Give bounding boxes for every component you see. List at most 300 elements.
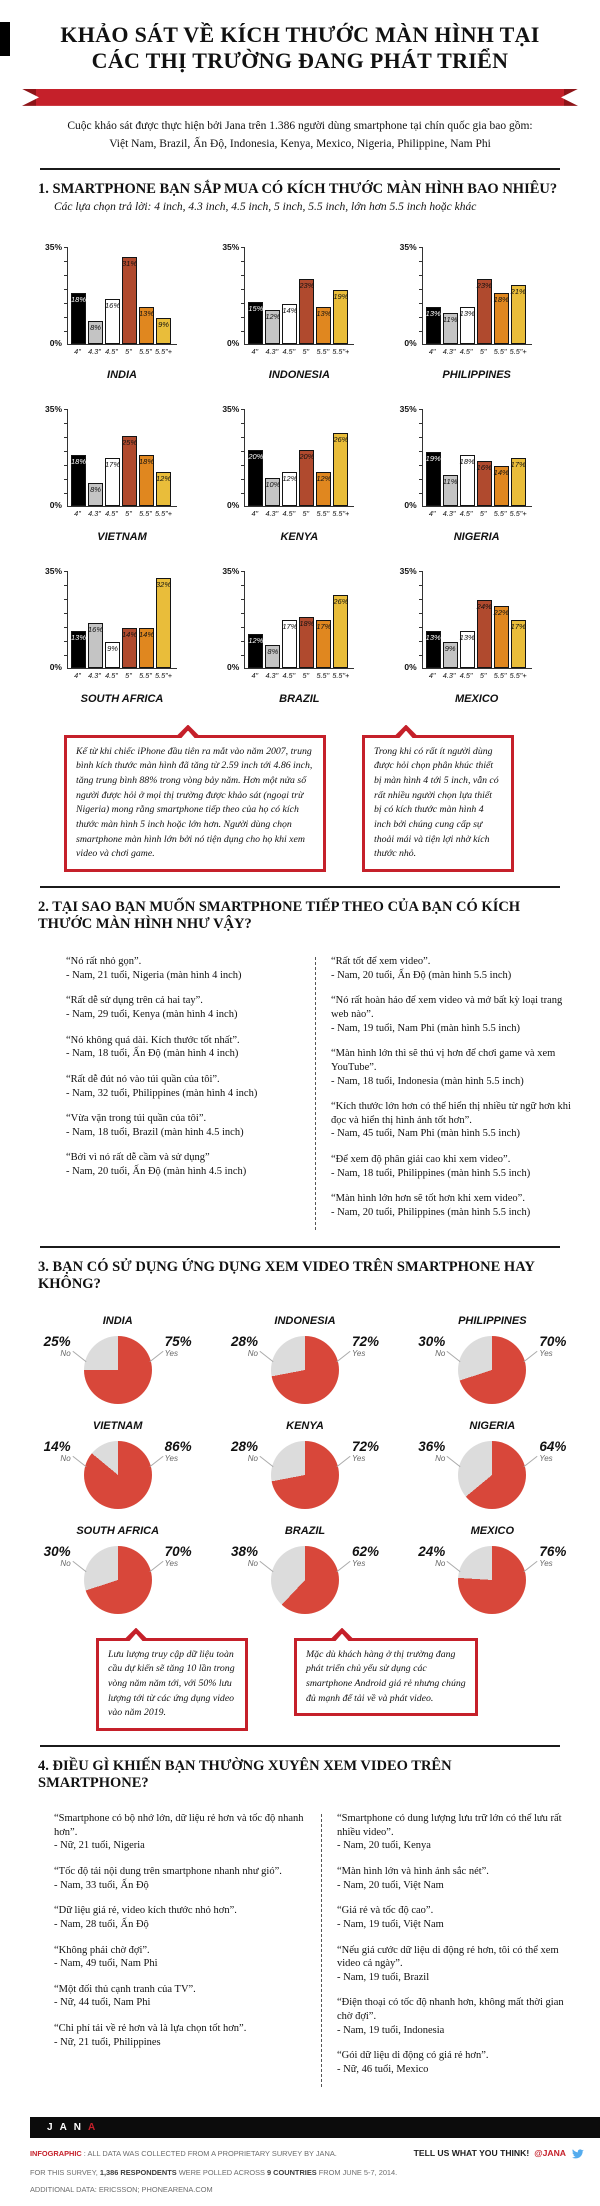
- bar-value-label: 18%: [493, 295, 509, 305]
- chart-area: [44, 403, 177, 518]
- pie-no-label-group: [212, 1544, 258, 1568]
- pie-callout-line-right: [149, 1351, 163, 1362]
- section3-heading: 3. BẠN CÓ SỬ DỤNG ỨNG DỤNG XEM VIDEO TRÊN SMARTPHONE HAY KHÔNG?: [38, 1258, 535, 1292]
- logo-letter: A: [59, 2121, 74, 2133]
- twitter-bird-icon[interactable]: [571, 2147, 584, 2160]
- x-tick-label: 4.5": [105, 670, 118, 680]
- pie-row: [399, 1333, 585, 1404]
- x-tick-label: 4": [251, 508, 259, 518]
- pie-circle: [458, 1336, 526, 1404]
- bar-chart-grid: [40, 241, 572, 705]
- bar-value-label: 21%: [510, 286, 526, 296]
- x-tick-label: 5.5": [139, 346, 152, 356]
- section2-quotes-right: [331, 955, 576, 1232]
- bar-5.5in: [139, 628, 154, 667]
- bar-value-label: 19%: [333, 292, 349, 302]
- pie-callout-line-left: [447, 1561, 461, 1572]
- bar-value-label: 13%: [459, 633, 475, 643]
- pie-callout-line-right: [149, 1561, 163, 1572]
- bar-4in: [71, 631, 86, 667]
- survey-credit-text: WERE POLLED ACROSS: [176, 2167, 267, 2177]
- quote-item: [66, 1112, 300, 1139]
- pie-callout-line-right: [336, 1561, 350, 1572]
- bar-value-label: 13%: [459, 309, 475, 319]
- bar-value-label: 16%: [87, 624, 104, 634]
- x-tick-label: 4": [251, 346, 259, 356]
- bar-value-label: 8%: [90, 485, 101, 495]
- pie-yes-percent: 62%: [351, 1543, 380, 1559]
- section4-quotes-left: [54, 1812, 306, 2089]
- quote-item: [331, 955, 576, 982]
- pie-yes-label-group: [352, 1334, 398, 1358]
- y-axis-zero-label: 0%: [227, 499, 240, 510]
- pie-yes-caption: Yes: [351, 1348, 366, 1358]
- quote-attribution: - Nam, 19 tuổi, Nam Phi (màn hình 5.5 inch): [331, 1022, 520, 1034]
- bar-4.3in: [265, 478, 280, 506]
- chart-area: [44, 565, 177, 680]
- chart-plot: [244, 247, 354, 345]
- pie-no-percent: 28%: [230, 1333, 258, 1349]
- pie-yes-label-group: [539, 1544, 585, 1568]
- quote-text: “Để xem độ phân giải cao khi xem video”.: [331, 1154, 511, 1166]
- x-tick-label: 5.5"+: [332, 670, 350, 680]
- x-tick-label: 4.3": [265, 346, 279, 356]
- pie-row: [25, 1543, 211, 1614]
- pie-no-label-group: [399, 1334, 445, 1358]
- pie-yes-label-group: [165, 1439, 211, 1463]
- pie-no-label-group: [25, 1439, 71, 1463]
- x-tick-label: 4.5": [282, 346, 296, 356]
- chart-plot: [244, 409, 354, 507]
- bar-4.5in: [282, 304, 297, 343]
- pie-yes-percent: 72%: [351, 1333, 380, 1349]
- pie-no-percent: 38%: [230, 1543, 258, 1559]
- chart-country-label: VIETNAM: [97, 530, 147, 543]
- quote-attribution: - Nam, 20 tuổi, Philippines (màn hình 5.5 inch): [331, 1207, 531, 1218]
- pie-no-percent: 25%: [43, 1333, 71, 1349]
- chart-area: [399, 403, 532, 518]
- quote-attribution: - Nam, 20 tuổi, Ấn Độ (màn hình 4.5 inch): [66, 1166, 247, 1178]
- bar-4.5in: [105, 642, 120, 667]
- quote-item: [54, 1904, 306, 1931]
- pie-row: [212, 1333, 398, 1404]
- pie-callout-line-left: [72, 1351, 86, 1362]
- bar-4in: [426, 631, 441, 667]
- section1-subheading: Các lựa chọn trả lời: 4 inch, 4.3 inch, 4.5 inch, 5 inch, 5.5 inch, lớn hơn 5.5 inch hoặc khác: [54, 200, 477, 213]
- pie-circle: [84, 1441, 152, 1509]
- bar-value-label: 32%: [155, 579, 172, 589]
- bar-5in: [477, 279, 492, 343]
- pie-circle: [458, 1441, 526, 1509]
- chart-country-label: PHILIPPINES: [442, 368, 511, 381]
- footer-line-1: [30, 2147, 584, 2160]
- pie-no-caption: No: [435, 1453, 446, 1463]
- infographic-credit-text: : ALL DATA WAS COLLECTED FROM A PROPRIETARY SURVEY BY JANA.: [81, 2148, 337, 2158]
- bar-chart-south-africa: [40, 565, 217, 705]
- bar-5in: [477, 600, 492, 667]
- y-axis-zero-label: 0%: [404, 499, 417, 510]
- bar-5.5in: [494, 293, 509, 343]
- x-tick-label: 4.5": [459, 670, 473, 680]
- bar-4.5in: [460, 455, 475, 505]
- bar-value-label: 23%: [299, 281, 315, 291]
- quote-attribution: - Nam, 19 tuổi, Brazil: [337, 1971, 430, 1983]
- bar-4.5in: [282, 472, 297, 506]
- x-axis-labels: [67, 669, 177, 680]
- pie-circle: [84, 1546, 152, 1614]
- intro-line1: Cuộc khảo sát được thực hiện bởi Jana trên 1.386 người dùng smartphone tại chín quốc gia bao gồm:: [67, 119, 533, 132]
- x-tick-label: 5.5"+: [509, 670, 527, 680]
- bar-value-label: 17%: [282, 621, 298, 631]
- bar-4.5in: [460, 631, 475, 667]
- bar-5.5in+: [156, 318, 171, 343]
- quote-item: [337, 1996, 580, 2037]
- pie-chart-mexico: [399, 1525, 586, 1614]
- x-tick-label: 4": [74, 346, 81, 356]
- chart-plot: [244, 571, 354, 669]
- x-tick-label: 5": [125, 346, 132, 356]
- bar-5.5in+: [333, 595, 348, 668]
- x-tick-label: 4.3": [88, 670, 101, 680]
- pie-country-label: MEXICO: [470, 1524, 515, 1537]
- pie-no-label-group: [212, 1334, 258, 1358]
- quote-text: “Điện thoại có tốc độ nhanh hơn, không mất thời gian chờ đợi”.: [337, 1997, 564, 2023]
- pie-yes-percent: 72%: [351, 1438, 380, 1454]
- x-tick-label: 5.5": [139, 508, 152, 518]
- pie-callout-line-left: [447, 1456, 461, 1467]
- bar-4in: [248, 634, 263, 668]
- pie-chart-grid: [24, 1315, 586, 1614]
- chart-plot: [67, 247, 177, 345]
- bar-4in: [426, 307, 441, 343]
- bar-value-label: 13%: [316, 309, 332, 319]
- pie-yes-percent: 70%: [539, 1333, 567, 1349]
- bar-chart-vietnam: [40, 403, 217, 543]
- bar-value-label: 12%: [265, 311, 281, 321]
- section1-note-left: Kể từ khi chiếc iPhone đầu tiên ra mắt vào năm 2007, trung bình kích thước màn hình đã tăng từ 2.59 inch tới 4.86 inch, tăng trung bình 88% trong vòng bảy năm. Hơn một nửa số người được hỏi ở mọi thị trường được khảo sát (ngoại trừ Nigeria) mong rằng smartphone tiếp theo của họ có kích thước màn hình 5 inch hoặc lớn hơn. Người dùng chọn smartphone màn hình lớn bởi nó tiện dụng cho họ khi xem video và chơi game.: [64, 735, 326, 873]
- bar-chart-india: [40, 241, 217, 381]
- quotes-divider: [321, 1814, 322, 2087]
- x-tick-label: 4.5": [282, 670, 296, 680]
- pie-no-percent: 28%: [230, 1438, 258, 1454]
- x-tick-label: 5.5"+: [509, 508, 527, 518]
- quote-attribution: - Nam, 18 tuổi, Philippines (màn hình 5.5 inch): [331, 1167, 531, 1179]
- y-axis-max-label: 35%: [399, 241, 417, 252]
- x-tick-label: 4.5": [459, 508, 473, 518]
- x-tick-label: 4.3": [88, 508, 101, 518]
- page-title: [0, 22, 600, 74]
- bar-5in: [122, 628, 137, 667]
- intro-text: [0, 118, 600, 154]
- pie-no-caption: No: [435, 1348, 446, 1358]
- section1-callouts: [64, 735, 600, 873]
- quote-item: [331, 994, 576, 1035]
- quote-text: “Nó rất nhỏ gọn”.: [66, 956, 142, 968]
- quote-attribution: - Nam, 29 tuổi, Kenya (màn hình 4 inch): [66, 1008, 238, 1020]
- pie-yes-caption: Yes: [164, 1453, 178, 1463]
- x-axis-labels: [67, 507, 177, 518]
- quote-text: “Một đối thủ cạnh tranh của TV”.: [54, 1983, 196, 1995]
- y-axis-zero-label: 0%: [49, 337, 62, 348]
- quote-item: [337, 1812, 580, 1853]
- quote-item: [66, 994, 300, 1021]
- footer: [0, 2117, 600, 2206]
- footer-credits: [0, 2138, 600, 2206]
- jana-handle[interactable]: @JANA: [534, 2148, 566, 2159]
- quote-attribution: - Nữ, 21 tuổi, Nigeria: [54, 1840, 145, 1852]
- section4-quotes-right: [337, 1812, 580, 2089]
- quote-text: “Rất tốt để xem video”.: [331, 956, 431, 968]
- quote-attribution: - Nam, 20 tuổi, Kenya: [337, 1840, 431, 1852]
- page-corner-mark: [0, 22, 10, 56]
- quote-item: [331, 1100, 576, 1141]
- x-axis-labels: [422, 669, 532, 680]
- pie-callout-line-right: [524, 1351, 538, 1362]
- pie-yes-caption: Yes: [164, 1558, 178, 1568]
- quote-attribution: - Nam, 21 tuổi, Nigeria (màn hình 4 inch): [66, 969, 242, 981]
- pie-yes-percent: 76%: [539, 1543, 567, 1559]
- pie-callout-line-left: [72, 1456, 86, 1467]
- x-tick-label: 5": [302, 670, 310, 680]
- pie-yes-percent: 64%: [539, 1438, 567, 1454]
- bar-value-label: 26%: [333, 434, 349, 444]
- bar-value-label: 18%: [459, 457, 475, 467]
- x-tick-label: 4": [74, 508, 81, 518]
- pie-country-label: PHILIPPINES: [458, 1314, 527, 1327]
- pie-no-label-group: [212, 1439, 258, 1463]
- bar-value-label: 20%: [248, 451, 264, 461]
- bar-5in: [299, 279, 314, 343]
- x-tick-label: 4.3": [88, 346, 101, 356]
- section2-quotes-left: [66, 955, 300, 1232]
- quote-attribution: - Nữ, 46 tuổi, Mexico: [337, 2064, 429, 2076]
- pie-yes-label-group: [539, 1439, 585, 1463]
- x-axis-labels: [422, 507, 532, 518]
- chart-country-label: BRAZIL: [279, 692, 320, 705]
- pie-callout-line-left: [259, 1561, 273, 1572]
- quote-item: [54, 1812, 306, 1853]
- pie-row: [212, 1543, 398, 1614]
- bar-value-label: 14%: [138, 630, 155, 640]
- y-axis-max-label: 35%: [222, 403, 240, 414]
- bar-value-label: 10%: [265, 479, 281, 489]
- bar-value-label: 12%: [282, 473, 298, 483]
- pie-callout-line-left: [72, 1561, 86, 1572]
- bar-4in: [426, 452, 441, 505]
- bar-4in: [71, 455, 86, 505]
- quote-item: [331, 1047, 576, 1088]
- bar-value-label: 22%: [493, 607, 509, 617]
- bar-4in: [248, 302, 263, 344]
- bar-value-label: 13%: [138, 309, 155, 319]
- pie-callout-line-right: [336, 1351, 350, 1362]
- pie-no-caption: No: [60, 1348, 71, 1358]
- quote-text: “Bởi vì nó rất dễ cầm và sử dụng”: [66, 1152, 210, 1164]
- bar-value-label: 9%: [158, 320, 169, 330]
- bar-5.5in+: [511, 620, 526, 668]
- quote-attribution: - Nữ, 44 tuổi, Nam Phi: [54, 1997, 151, 2009]
- pie-yes-label-group: [165, 1544, 211, 1568]
- pie-no-percent: 14%: [43, 1438, 71, 1454]
- quote-attribution: - Nam, 49 tuổi, Nam Phi: [54, 1958, 158, 1970]
- bar-chart-brazil: [217, 565, 394, 705]
- x-tick-label: 5.5": [493, 346, 507, 356]
- pie-callout-line-left: [447, 1351, 461, 1362]
- logo-letter: N: [73, 2121, 89, 2133]
- quote-attribution: - Nam, 45 tuổi, Nam Phi (màn hình 5.5 inch): [331, 1128, 520, 1140]
- chart-area: [222, 403, 354, 518]
- footer-line-2: [30, 2168, 584, 2177]
- y-axis-zero-label: 0%: [49, 499, 62, 510]
- footer-social: [414, 2147, 584, 2160]
- quote-item: [331, 1192, 576, 1219]
- chart-plot: [422, 571, 532, 669]
- chart-country-label: INDIA: [107, 368, 137, 381]
- x-tick-label: 5.5"+: [155, 508, 172, 518]
- bar-5.5in: [494, 466, 509, 505]
- quote-item: [54, 1865, 306, 1892]
- bar-value-label: 16%: [476, 462, 492, 472]
- pie-chart-vietnam: [24, 1420, 211, 1509]
- quote-attribution: - Nam, 19 tuổi, Việt Nam: [337, 1918, 444, 1930]
- pie-country-label: INDIA: [102, 1314, 133, 1327]
- pie-chart-south-africa: [24, 1525, 211, 1614]
- bar-4in: [71, 293, 86, 343]
- chart-plot: [67, 409, 177, 507]
- quote-text: “Màn hình lớn hơn sẽ tốt hơn khi xem video”.: [331, 1193, 525, 1205]
- quote-text: “Dữ liệu giá rẻ, video kích thước nhỏ hơn”.: [54, 1905, 237, 1917]
- pie-country-label: INDONESIA: [274, 1314, 336, 1327]
- x-tick-label: 4.3": [442, 508, 456, 518]
- quote-item: [337, 1904, 580, 1931]
- bar-4.3in: [443, 313, 458, 344]
- section1-divider: [40, 168, 560, 170]
- bar-value-label: 18%: [138, 457, 155, 467]
- quote-item: [337, 2049, 580, 2076]
- jana-logo-bar: [30, 2117, 600, 2138]
- bar-value-label: 20%: [299, 451, 315, 461]
- pie-yes-caption: Yes: [351, 1453, 366, 1463]
- chart-area: [44, 241, 177, 356]
- x-tick-label: 5": [479, 670, 487, 680]
- quote-attribution: - Nam, 33 tuổi, Ấn Độ: [54, 1879, 149, 1891]
- x-tick-label: 4": [74, 670, 81, 680]
- pie-row: [25, 1438, 211, 1509]
- pie-country-label: VIETNAM: [92, 1419, 143, 1432]
- section3-note-right: Mặc dù khách hàng ở thị trường đang phát triển chủ yếu sử dụng các smartphone Android giá rẻ nhưng chúng đủ mạnh để tải về và phát video.: [294, 1638, 478, 1717]
- bar-5.5in: [316, 307, 331, 343]
- pie-chart-philippines: [399, 1315, 586, 1404]
- quote-attribution: - Nam, 18 tuổi, Brazil (màn hình 4.5 inch): [66, 1126, 244, 1138]
- quote-attribution: - Nam, 18 tuổi, Ấn Độ (màn hình 4 inch): [66, 1048, 239, 1060]
- x-axis-labels: [422, 345, 532, 356]
- bar-value-label: 9%: [107, 644, 118, 654]
- pie-yes-caption: Yes: [539, 1558, 553, 1568]
- bar-4.3in: [443, 642, 458, 667]
- bar-value-label: 16%: [104, 300, 121, 310]
- bar-value-label: 9%: [444, 644, 456, 654]
- quote-text: “Vừa vặn trong túi quần của tôi”.: [66, 1113, 207, 1125]
- x-tick-label: 5": [302, 346, 310, 356]
- red-ribbon-banner: [22, 89, 578, 106]
- quote-text: “Rất dễ đút nó vào túi quần của tôi”.: [66, 1073, 220, 1085]
- y-axis-max-label: 35%: [44, 403, 62, 414]
- pie-country-label: KENYA: [286, 1419, 324, 1432]
- bar-5.5in: [494, 606, 509, 668]
- section1-note-right: Trong khi có rất ít người dùng được hỏi chọn phân khúc thiết bị màn hình 4 tới 5 inch, vẫn có rất nhiều người chọn lựa thiết bị có kích thước màn hình 4 inch bởi chúng cung cấp sự thoải mái và tiện lợi nhờ kích thước nhỏ.: [362, 735, 514, 873]
- x-tick-label: 4.5": [282, 508, 296, 518]
- x-tick-label: 4.5": [459, 346, 473, 356]
- quote-text: “Rất dễ sử dụng trên cả hai tay”.: [66, 995, 203, 1007]
- x-tick-label: 4.3": [442, 670, 456, 680]
- bar-4.5in: [105, 299, 120, 344]
- bar-value-label: 31%: [121, 258, 138, 268]
- pie-yes-label-group: [352, 1544, 398, 1568]
- x-tick-label: 4": [428, 670, 436, 680]
- bar-value-label: 23%: [476, 281, 492, 291]
- pie-country-label: BRAZIL: [284, 1524, 326, 1537]
- pie-yes-caption: Yes: [539, 1348, 553, 1358]
- bar-value-label: 14%: [282, 306, 298, 316]
- pie-row: [399, 1543, 585, 1614]
- bar-5.5in+: [156, 578, 171, 668]
- bar-4.5in: [460, 307, 475, 343]
- intro-line2: Việt Nam, Brazil, Ấn Độ, Indonesia, Kenya, Mexico, Nigeria, Philippine, Nam Phi: [109, 137, 491, 150]
- bar-chart-indonesia: [217, 241, 394, 381]
- x-tick-label: 5.5"+: [509, 346, 527, 356]
- y-axis-max-label: 35%: [44, 241, 62, 252]
- quote-text: “Không phải chờ đợi”.: [54, 1944, 150, 1956]
- x-tick-label: 5": [302, 508, 310, 518]
- quote-text: “Nó không quá dài. Kích thước tốt nhất”.: [66, 1034, 240, 1046]
- pie-no-label-group: [399, 1439, 445, 1463]
- y-axis-max-label: 35%: [222, 241, 240, 252]
- bar-4.3in: [265, 645, 280, 667]
- pie-no-percent: 24%: [418, 1543, 446, 1559]
- bar-value-label: 14%: [493, 468, 509, 478]
- x-axis-labels: [244, 345, 354, 356]
- bar-5.5in+: [333, 433, 348, 506]
- pie-row: [399, 1438, 585, 1509]
- pie-chart-india: [24, 1315, 211, 1404]
- pie-row: [25, 1333, 211, 1404]
- section2-divider: [40, 886, 560, 888]
- x-tick-label: 5.5"+: [155, 670, 172, 680]
- bar-value-label: 19%: [425, 454, 441, 464]
- chart-country-label: INDONESIA: [268, 368, 330, 381]
- x-tick-label: 5.5": [316, 346, 330, 356]
- chart-country-label: MEXICO: [454, 692, 499, 705]
- quote-text: “Gói dữ liệu di động có giá rẻ hơn”.: [337, 2050, 489, 2062]
- x-tick-label: 4.5": [105, 508, 118, 518]
- y-axis-max-label: 35%: [44, 565, 62, 576]
- infographic-label: INFOGRAPHIC: [30, 2148, 82, 2158]
- pie-callout-line-right: [149, 1456, 163, 1467]
- pie-no-caption: No: [247, 1348, 258, 1358]
- pie-circle: [458, 1546, 526, 1614]
- quote-text: “Nó rất hoàn hảo để xem video và mở bất kỳ loại trang web nào”.: [331, 995, 563, 1020]
- bar-value-label: 17%: [104, 459, 121, 469]
- x-tick-label: 4.3": [442, 346, 456, 356]
- bar-5.5in: [139, 455, 154, 505]
- bar-value-label: 18%: [299, 619, 315, 629]
- quote-text: “Chi phí tải về rẻ hơn và là lựa chọn tốt hơn”.: [54, 2023, 247, 2035]
- pie-yes-percent: 70%: [164, 1543, 192, 1559]
- x-tick-label: 4": [251, 670, 259, 680]
- pie-circle: [271, 1336, 339, 1404]
- x-axis-labels: [244, 669, 354, 680]
- quote-text: “Nếu giá cước dữ liệu di động rẻ hơn, tôi có thể xem video cả ngày”.: [337, 1944, 559, 1970]
